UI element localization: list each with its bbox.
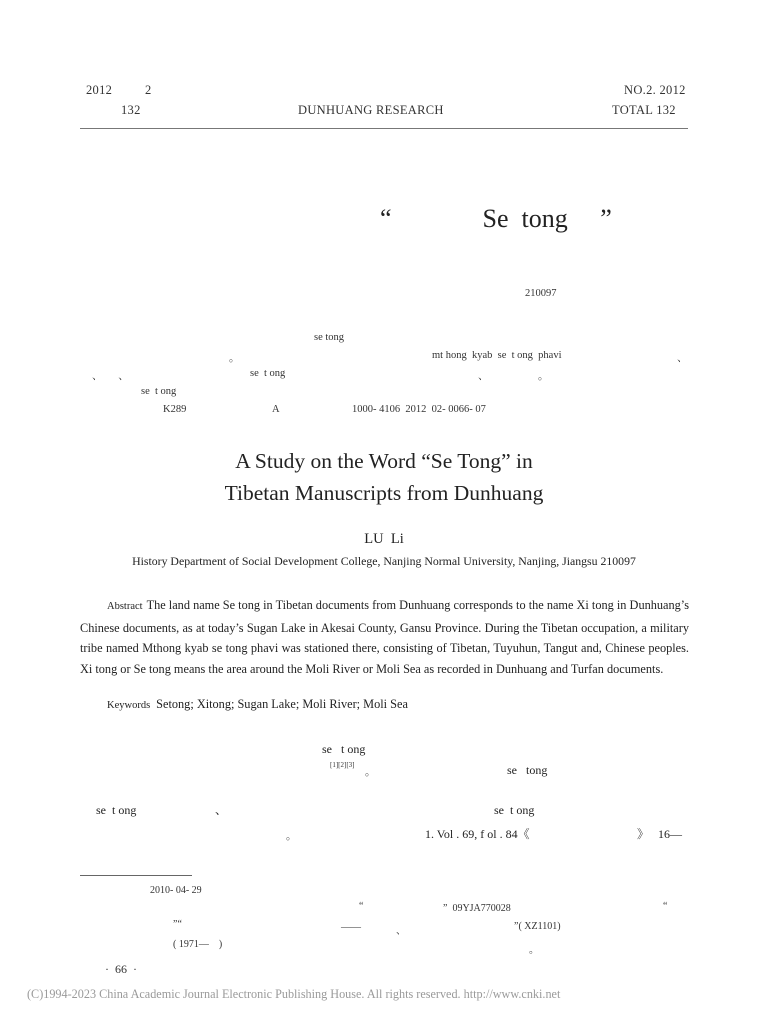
cn-abstract-punct: 、 [677,353,688,364]
article-id: 1000- 4106 2012 02- 0066- 07 [352,404,486,415]
copyright-footer: (C)1994-2023 China Academic Journal Electronic Publishing House. All rights reserved. http://www.cnki.net [27,987,561,1001]
body-punct: 。 [365,767,376,778]
footnote-comma: 、 [396,926,406,937]
cn-abstract-punct: 。 [229,353,240,364]
footnote-rule [80,875,192,876]
citation-refs: [1][2][3] [330,761,355,769]
cn-abstract-tribe: mt hong kyab se t ong phavi [432,350,562,361]
header-issue-en: NO.2. 2012 [624,83,686,97]
page-number: · 66 · [105,962,137,976]
author-name: LU Li [364,531,404,547]
abstract [80,595,689,679]
en-title-line-1: A Study on the Word “Se Tong” in [235,449,533,473]
cn-keyword-term: se t ong [141,386,177,397]
cn-abstract-term: se tong [314,332,345,343]
affiliation: History Department of Social Development College, Nanjing Normal University, Nanjing, Jiangsu 210097 [132,554,636,568]
en-title-line-2: Tibetan Manuscripts from Dunhuang [224,481,544,505]
body-citation: 1. Vol . 69, f ol . 84《 [425,827,530,841]
footnote-quote: ”“ [173,919,182,930]
header-year: 2012 [86,83,113,97]
footnote-grant: ” 09YJA770028 [443,903,511,914]
footnote-dash: —— [341,922,361,933]
postcode: 210097 [525,288,557,299]
cn-abstract-term: se t ong [250,368,286,379]
keywords-text: Setong; Xitong; Sugan Lake; Moli River; Moli Sea [156,697,408,711]
header-total-en: TOTAL 132 [612,103,676,117]
body-term: se tong [507,763,548,777]
author-born: ( 1971— ) [173,939,223,950]
received-date: 2010- 04- 29 [150,885,202,896]
journal-name: DUNHUANG RESEARCH [298,103,444,117]
document-code: A [272,404,280,415]
footnote-quote: “ [359,901,364,912]
keywords [107,697,408,712]
body-punct: 。 [286,831,297,842]
abstract-text: The land name Se tong in Tibetan documents from Dunhuang corresponds to the name Xi tong in Dunhuang’s Chinese documents, as at today’s Sugan Lake in Akesai County, Gansu Province. During the Tibetan occupation, a military tribe named Mthong kyab se tong phavi was stationed there, consisting of Tibetan, Tuyuhun, Tangut and, Chinese peoples. Xi tong or Se tong means the area around the Moli River or Moli Sea as recorded in Dunhuang and Turfan documents. [80,598,689,676]
body-citation-end: 》 16— [637,827,683,841]
footnote-period: 。 [529,945,539,956]
cn-title: “ Se tong ” [380,204,612,233]
keywords-label: Keywords [107,700,151,711]
body-punct: 、 [215,803,228,817]
cn-abstract-punct: 。 [538,371,549,382]
header-issue: 2 [145,83,152,97]
body-term: se t ong [96,803,137,817]
cn-abstract-punct: 、 、 [92,371,129,382]
body-term: se t ong [322,742,366,756]
header-total: 132 [121,103,141,117]
cn-abstract-punct: 、 [478,371,489,382]
footnote-quote: “ [663,901,668,912]
body-term: se t ong [494,803,535,817]
clc-number: K289 [163,404,187,415]
abstract-label: Abstract [107,601,143,612]
footnote-project: ”( XZ1101) [514,921,561,932]
header-rule [80,128,688,129]
